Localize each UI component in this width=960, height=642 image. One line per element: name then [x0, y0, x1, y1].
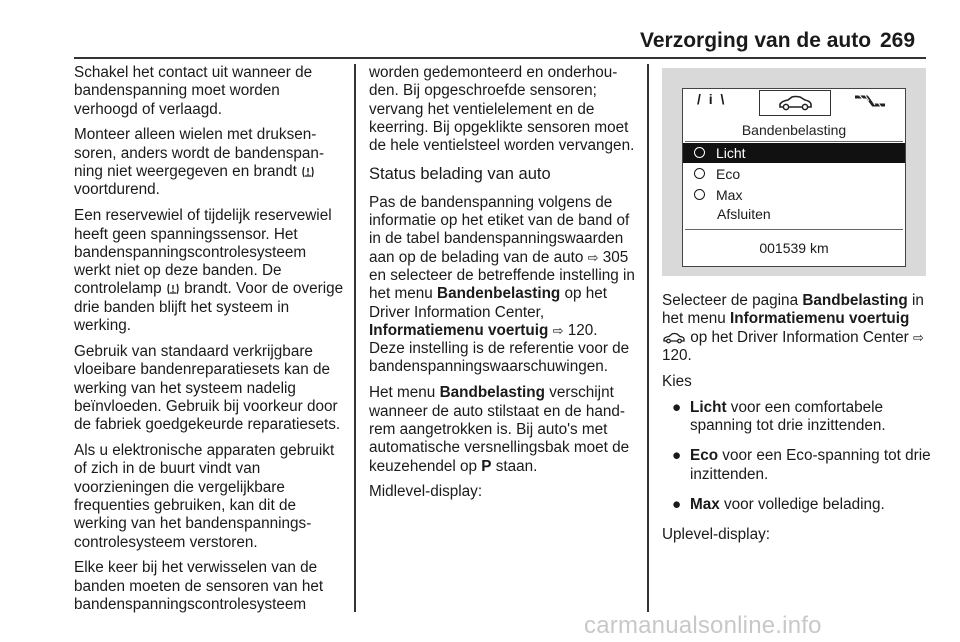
page-reference-arrow-icon: ⇨ [587, 249, 599, 265]
column-divider-2 [647, 64, 649, 612]
option-name: Eco [690, 447, 719, 465]
radio-icon [694, 189, 705, 200]
paragraph [74, 207, 344, 335]
page-reference[interactable]: 120 [567, 321, 594, 339]
text-span: . Deze instelling is de referentie voor de bandenspanningswaarschuwingen. [369, 321, 630, 376]
text-span: Een reservewiel of tijdelijk reservewiel heeft geen spanningssensor. Het bandenspanningscontrolesysteem werkt niet op deze banden. De controlelamp [74, 207, 332, 298]
text-span: en selecteer de betreffende instelling in het menu [369, 266, 635, 303]
paragraph [74, 126, 344, 199]
column-3 [662, 292, 932, 552]
display-separator [685, 141, 903, 142]
text-span: op het Driver Information Center [686, 328, 914, 346]
text-span: op het Driver Information Center, [369, 285, 608, 321]
text-span: in het menu [662, 292, 924, 328]
bullet-icon: ● [672, 447, 682, 465]
display-exit-item[interactable]: Afsluiten [717, 206, 771, 222]
page-header-title: Verzorging van de auto [640, 29, 872, 52]
text-span: . [687, 346, 692, 364]
option-list [662, 399, 932, 514]
text-span: Selecteer de pagina [662, 292, 803, 309]
menu-name: Bandbelasting [802, 292, 908, 309]
paragraph: Schakel het contact uit wanneer de bandenspanning moet worden verhoogd of verlaagd. [74, 64, 313, 118]
display-tab-row [683, 89, 905, 117]
menu-name: Bandenbelasting [437, 285, 561, 303]
display-tab-info: / i \ [697, 91, 727, 107]
header-divider [74, 57, 926, 59]
text-span: staan. [491, 457, 538, 475]
column-divider-1 [354, 64, 356, 612]
section-heading: Status belading van auto [369, 165, 551, 184]
tire-pressure-warning-icon [166, 282, 180, 296]
display-option-label: Licht [716, 145, 746, 161]
menu-name: Bandbelasting [439, 384, 545, 402]
display-option-row[interactable] [683, 143, 905, 163]
text-span: voortdurend. [74, 181, 160, 199]
page-reference[interactable]: 305 [602, 248, 629, 266]
column-2 [369, 64, 637, 509]
paragraph [662, 292, 932, 365]
page-reference-arrow-icon: ⇨ [913, 329, 924, 345]
text-span: verschijnt wanneer de auto stilstaat en de handrem aangetrokken is. Bij auto's met automatische versnellingsbak moet de keuzehendel op [369, 384, 630, 475]
option-name: Max [690, 495, 720, 513]
text-span: Het menu [369, 384, 440, 402]
menu-name: Informatiemenu voertuig [730, 310, 910, 328]
watermark: carmanualsonline.info [584, 612, 822, 639]
gear-position: P [481, 457, 492, 475]
paragraph: Uplevel-display: [662, 526, 770, 544]
text-span: Monteer alleen wielen met druksensoren, anders wordt de bandenspanning niet weergegeven en brandt [74, 126, 325, 181]
midlevel-display-illustration [662, 68, 926, 276]
tire-pressure-warning-icon [301, 165, 315, 179]
display-screen [682, 88, 906, 267]
paragraph [369, 384, 637, 475]
option-name: Licht [690, 398, 727, 416]
display-tab-vehicle [759, 90, 831, 116]
radio-icon [694, 168, 705, 179]
menu-name: Informatiemenu voertuig [369, 321, 549, 339]
car-icon [662, 331, 686, 345]
text-span: voor een Eco-spanning tot drie inzittenden. [690, 447, 931, 483]
display-option-label: Eco [716, 166, 741, 182]
text-span: brandt. Voor de overige drie banden blijft het systeem in werking. [74, 280, 344, 335]
page-reference[interactable]: 120 [662, 346, 688, 364]
display-tab-road [853, 91, 889, 115]
odometer-reading: 001539 km [759, 240, 829, 256]
text-span: voor een comfortabele spanning tot drie inzittenden. [690, 398, 886, 434]
page-number: 269 [880, 29, 916, 52]
display-option-row[interactable] [683, 185, 905, 205]
list-item [662, 447, 932, 484]
display-option-row[interactable] [683, 164, 905, 184]
text-span: voor volledige belading. [719, 495, 885, 513]
list-item [662, 496, 932, 514]
paragraph: worden gedemonteerd en onderhouden. Bij opgeschroefde sensoren; vervang het ventielelement en de keerring. Bij opgeklikte sensoren moet de hele ventielsteel worden vervangen. [369, 64, 635, 155]
display-title: Bandenbelasting [741, 122, 847, 138]
column-1 [74, 64, 344, 622]
paragraph: Kies [662, 372, 692, 390]
text-span: Pas de bandenspanning volgens de informatie op het etiket van de band of in de tabel bandenspanningswaarden aan op de belading van de auto [369, 193, 630, 266]
display-option-label: Max [716, 187, 743, 203]
paragraph: Gebruik van standaard verkrijgbare vloeibare bandenreparatiesets kan de werking van het systeem nadelig beïnvloeden. Gebruik bij voorkeur door de fabriek goedgekeurde reparatiesets. [74, 342, 341, 434]
paragraph: Midlevel-display: [369, 483, 483, 501]
radio-icon [694, 147, 705, 158]
paragraph: Als u elektronische apparaten gebruikt of zich in de buurt vindt van voorzieningen die vergelijkbare frequenties gebruiken, kan dit de werking van het bandenspanningscontrolesysteem verstoren. [74, 442, 335, 551]
paragraph: Elke keer bij het verwisselen van de banden moeten de sensoren van het bandenspanningscontrolesysteem [74, 559, 324, 613]
car-icon [760, 91, 830, 115]
display-separator [685, 229, 903, 230]
list-item [662, 399, 932, 436]
bullet-icon: ● [672, 495, 682, 513]
paragraph [369, 194, 637, 377]
page-reference-arrow-icon: ⇨ [552, 322, 564, 338]
road-icon [853, 91, 889, 113]
bullet-icon: ● [672, 398, 682, 416]
